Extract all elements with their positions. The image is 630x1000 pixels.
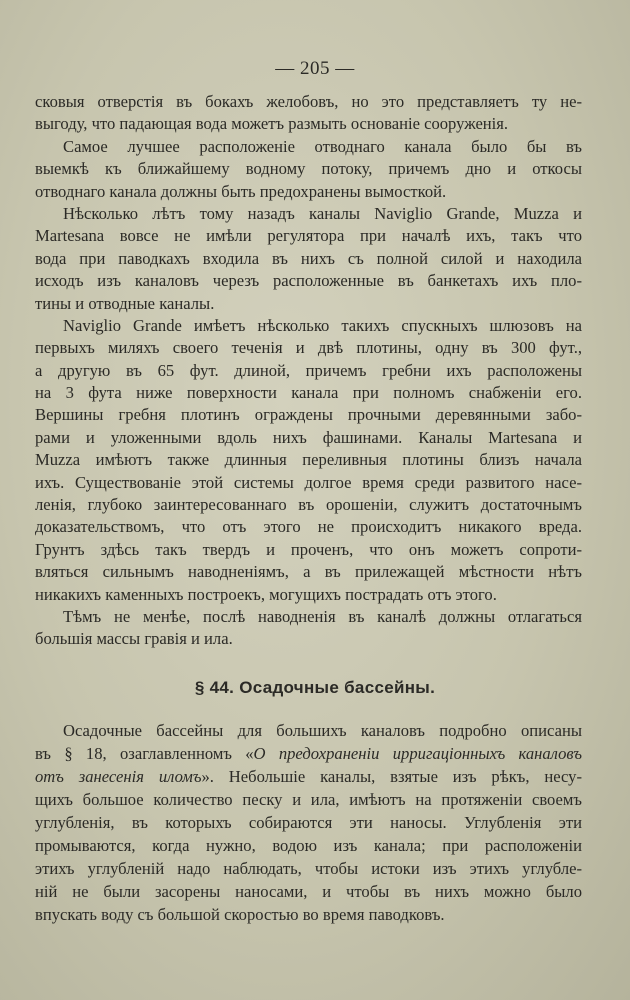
- text-line: [35, 449, 582, 471]
- text-segment: никакихъ каменныхъ построекъ, могущихъ пострадать отъ этого.: [35, 584, 497, 604]
- text-segment: впускать воду съ большой скоростью во время паводковъ.: [35, 905, 445, 924]
- text-line: [35, 225, 582, 247]
- text-segment: Осадочные бассейны для большихъ каналовъ подробно описаны: [63, 721, 582, 740]
- text-segment: Нѣсколько лѣтъ тому назадъ каналы Naviglio Grande, Muzza и: [63, 203, 582, 223]
- text-line: [35, 628, 582, 650]
- text-line: [35, 158, 582, 180]
- text-segment: а другую въ 65 фут. длиной, причемъ гребни ихъ расположены: [35, 360, 582, 380]
- text-segment: вода при паводкахъ входила въ нихъ съ полной силой и находила: [35, 248, 582, 268]
- text-line: [35, 857, 582, 880]
- section-2-text: [35, 719, 582, 926]
- text-segment: первыхъ миляхъ своего теченія и двѣ плотины, одну въ 300 фут.,: [35, 338, 582, 358]
- text-line: [35, 516, 582, 538]
- text-segment: углубленія, въ которыхъ собираются эти наносы. Углубленія эти: [35, 813, 582, 832]
- text-segment: большія массы гравія и ила.: [35, 629, 233, 649]
- text-line: [35, 382, 582, 404]
- text-line: [35, 136, 582, 158]
- text-segment: выгоду, что падающая вода можетъ размыть основаніе сооруженія.: [35, 114, 509, 134]
- text-line: [35, 561, 582, 583]
- text-line: [35, 606, 582, 628]
- text-segment: сковыя отверстія въ бокахъ желобовъ, но это представляетъ ту не-: [35, 92, 582, 111]
- section-1-text: [35, 91, 582, 651]
- text-segment: щихъ большое количество песку и ила, имѣютъ на протяженіи своемъ: [35, 790, 582, 809]
- text-line: [35, 181, 582, 203]
- text-segment: Самое лучшее расположеніе отводнаго канала было бы въ: [63, 136, 582, 156]
- italic-title-segment: отъ занесенія иломъ: [35, 767, 202, 786]
- text-line: [35, 539, 582, 561]
- text-segment: въ § 18, озаглавленномъ «: [35, 744, 254, 763]
- text-line: [35, 315, 582, 337]
- text-segment: ». Небольшіе каналы, взятые изъ рѣкъ, несу-: [201, 767, 582, 786]
- text-line: [35, 834, 582, 857]
- text-segment: Muzza имѣютъ также длинныя переливныя плотины близъ начала: [35, 450, 582, 470]
- italic-title-segment: О предохраненіи ирригаціонныхъ каналовъ: [253, 744, 582, 763]
- text-segment: Martesana вовсе не имѣли регулятора при началѣ ихъ, такъ что: [35, 226, 582, 246]
- text-segment: доказательствомъ, что отъ этого не происходитъ никакого вреда.: [35, 517, 582, 537]
- text-segment: на 3 фута ниже поверхности канала при полномъ снабженіи его.: [35, 383, 582, 403]
- text-line: [35, 360, 582, 382]
- text-line: [35, 584, 582, 606]
- text-segment: рами и уложенными вдоль нихъ фашинами. Каналы Martesana и: [35, 427, 582, 447]
- text-line: [35, 811, 582, 834]
- text-segment: ленія, глубоко заинтересованнаго въ орошеніи, служитъ достаточнымъ: [35, 495, 582, 515]
- text-segment: исходъ изъ каналовъ черезъ расположенные въ банкетахъ ихъ пло-: [35, 271, 582, 291]
- text-line: [35, 788, 582, 811]
- text-line: [35, 427, 582, 449]
- section-heading: § 44. Осадочные бассейны.: [194, 678, 436, 697]
- text-line: [35, 293, 582, 315]
- text-line: [35, 203, 582, 225]
- text-line: [35, 765, 582, 788]
- text-line: [35, 270, 582, 292]
- text-line: [35, 742, 582, 765]
- text-segment: выемкѣ къ ближайшему водному потоку, причемъ дно и откосы: [35, 159, 582, 179]
- text-line: [35, 719, 582, 742]
- text-segment: промываются, когда нужно, водою изъ канала; при расположеніи: [35, 836, 582, 855]
- text-line: [35, 903, 582, 926]
- text-line: [35, 337, 582, 359]
- text-segment: ихъ. Существованіе этой системы долгое время среди развитого насе-: [35, 472, 582, 492]
- page-number: — 205 —: [275, 58, 355, 79]
- text-segment: Naviglio Grande имѣетъ нѣсколько такихъ спускныхъ шлюзовъ на: [63, 315, 582, 335]
- text-line: [35, 404, 582, 426]
- text-line: [35, 91, 582, 113]
- text-line: [35, 472, 582, 494]
- text-line: [35, 113, 582, 135]
- text-segment: Тѣмъ не менѣе, послѣ наводненія въ каналѣ должны отлагаться: [63, 606, 582, 626]
- text-line: [35, 248, 582, 270]
- text-segment: отводнаго канала должны быть предохранены вымосткой.: [35, 181, 447, 201]
- text-segment: Грунтъ здѣсь такъ твердъ и проченъ, что онъ можетъ сопроти-: [35, 539, 582, 559]
- text-segment: тины и отводные каналы.: [35, 293, 215, 313]
- text-line: [35, 880, 582, 903]
- text-segment: ній не были засорены наносами, и чтобы въ нихъ можно было: [35, 882, 582, 901]
- text-line: [35, 494, 582, 516]
- text-segment: этихъ углубленій надо наблюдать, чтобы истоки изъ этихъ углубле-: [35, 859, 582, 878]
- text-segment: вляться сильнымъ наводненіямъ, а въ прилежащей мѣстности нѣтъ: [35, 562, 582, 582]
- text-segment: Вершины гребня плотинъ ограждены прочными деревянными забо-: [35, 405, 582, 425]
